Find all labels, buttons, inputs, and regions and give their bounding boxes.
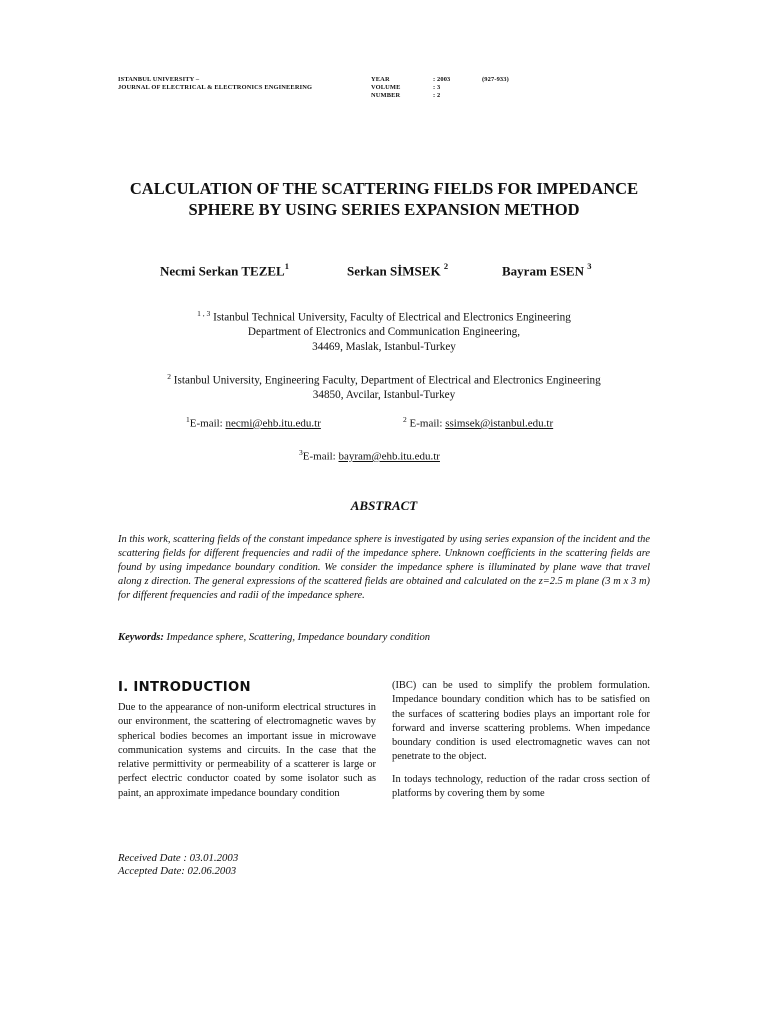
affiliation-1 <box>100 307 668 355</box>
email-1 <box>186 415 321 430</box>
volume-label: VOLUME <box>371 84 401 91</box>
email-1-sup: 1 <box>186 415 190 424</box>
author-1-sup: 1 <box>284 261 289 271</box>
volume-value: : 3 <box>433 84 441 91</box>
intro-column-1 <box>118 701 376 801</box>
email-3-sup: 3 <box>299 448 303 457</box>
author-1 <box>160 262 289 279</box>
author-3-name: Bayram ESEN <box>502 263 584 279</box>
email-1-link[interactable]: necmi@ehb.itu.edu.tr <box>225 417 321 430</box>
email-2 <box>403 415 553 430</box>
page-range: (927-933) <box>482 76 509 83</box>
author-2-name: Serkan SİMSEK <box>347 263 441 279</box>
received-date: Received Date : 03.01.2003 <box>118 852 239 864</box>
author-1-name: Necmi Serkan TEZEL <box>160 263 285 279</box>
email-3-link[interactable]: bayram@ehb.itu.edu.tr <box>338 450 440 463</box>
submission-dates <box>118 852 238 878</box>
year-value: : 2003 <box>433 76 451 83</box>
year-label: YEAR <box>371 76 390 83</box>
affiliation-1-line1: Istanbul Technical University, Faculty of Electrical and Electronics Engineering <box>210 311 571 324</box>
affiliation-2-line2: 34850, Avcilar, Istanbul-Turkey <box>312 389 456 402</box>
journal-name-line2: JOURNAL OF ELECTRICAL & ELECTRONICS ENGINEERING <box>118 84 313 91</box>
journal-name-line1: ISTANBUL UNIVERSITY – <box>118 76 200 83</box>
affiliation-2-line1: Istanbul University, Engineering Faculty, Department of Electrical and Electronics Engineering <box>171 374 601 387</box>
author-3-sup: 3 <box>587 261 592 271</box>
affiliation-1-line3: 34469, Maslak, Istanbul-Turkey <box>312 340 456 353</box>
intro-paragraph-2: (IBC) can be used to simplify the problem formulation. Impedance boundary condition which has to be satisfied on the surfaces of scattering bodies plays an important role for forward and inverse scattering problems. When impedance boundary condition is used electromagnetic waves can not penetrate to the object. <box>392 680 650 763</box>
number-label: NUMBER <box>371 92 401 99</box>
affiliation-2-sup: 2 <box>167 372 171 381</box>
accepted-date: Accepted Date: 02.06.2003 <box>118 865 237 878</box>
keywords <box>118 632 658 643</box>
intro-paragraph-1: Due to the appearance of non-uniform electrical structures in our environment, the scattering of electromagnetic waves by spherical bodies becomes an important issue in microwave communication systems and circuits. In the case that the relative permittivity or permeability of a scatterer is large or perfect electric conductor coated by some isolator such as paint, an approximate impedance boundary condition <box>118 702 376 799</box>
email-2-label: E-mail: <box>406 417 446 430</box>
keywords-label: Keywords: <box>118 632 164 643</box>
section-heading-introduction: I. INTRODUCTION <box>118 680 251 695</box>
abstract-heading: ABSTRACT <box>350 498 418 513</box>
intro-paragraph-3: In todays technology, reduction of the radar cross section of platforms by covering them by some <box>392 773 650 800</box>
journal-name <box>118 76 312 92</box>
journal-meta-values <box>433 76 450 100</box>
author-2 <box>347 262 448 279</box>
keywords-text: Impedance sphere, Scattering, Impedance boundary condition <box>163 632 431 643</box>
email-1-label: E-mail: <box>189 417 226 430</box>
email-2-sup: 2 <box>403 415 407 424</box>
email-3-label: E-mail: <box>302 450 339 463</box>
email-2-link[interactable]: ssimsek@istanbul.edu.tr <box>445 417 554 430</box>
affiliation-2 <box>100 370 668 403</box>
author-2-sup: 2 <box>443 261 449 271</box>
paper-title: CALCULATION OF THE SCATTERING FIELDS FOR IMPEDANCE SPHERE BY USING SERIES EXPANSION METHOD <box>129 179 639 219</box>
intro-column-2 <box>392 679 650 801</box>
affiliation-1-line2: Department of Electronics and Communication Engineering, <box>247 326 521 339</box>
journal-meta-labels <box>371 76 401 100</box>
affiliation-1-sup: 1 , 3 <box>197 309 211 318</box>
email-3 <box>299 448 440 463</box>
number-value: : 2 <box>433 92 441 99</box>
author-3 <box>502 262 591 279</box>
abstract-text: In this work, scattering fields of the constant impedance sphere is investigated by using series expansion of the incident and the scattering fields for different frequencies and radii of the impedance sphere. Unknown coefficients in the scattering fields are found by using impedance boundary condition. We consider the impedance sphere is illuminated by plane wave that travel along z direction. The general expressions of the scattered fields are obtained and calculated on the z=2.5 m plane (3 m x 3 m) for different frequencies and radii of the impedance sphere. <box>118 534 650 602</box>
